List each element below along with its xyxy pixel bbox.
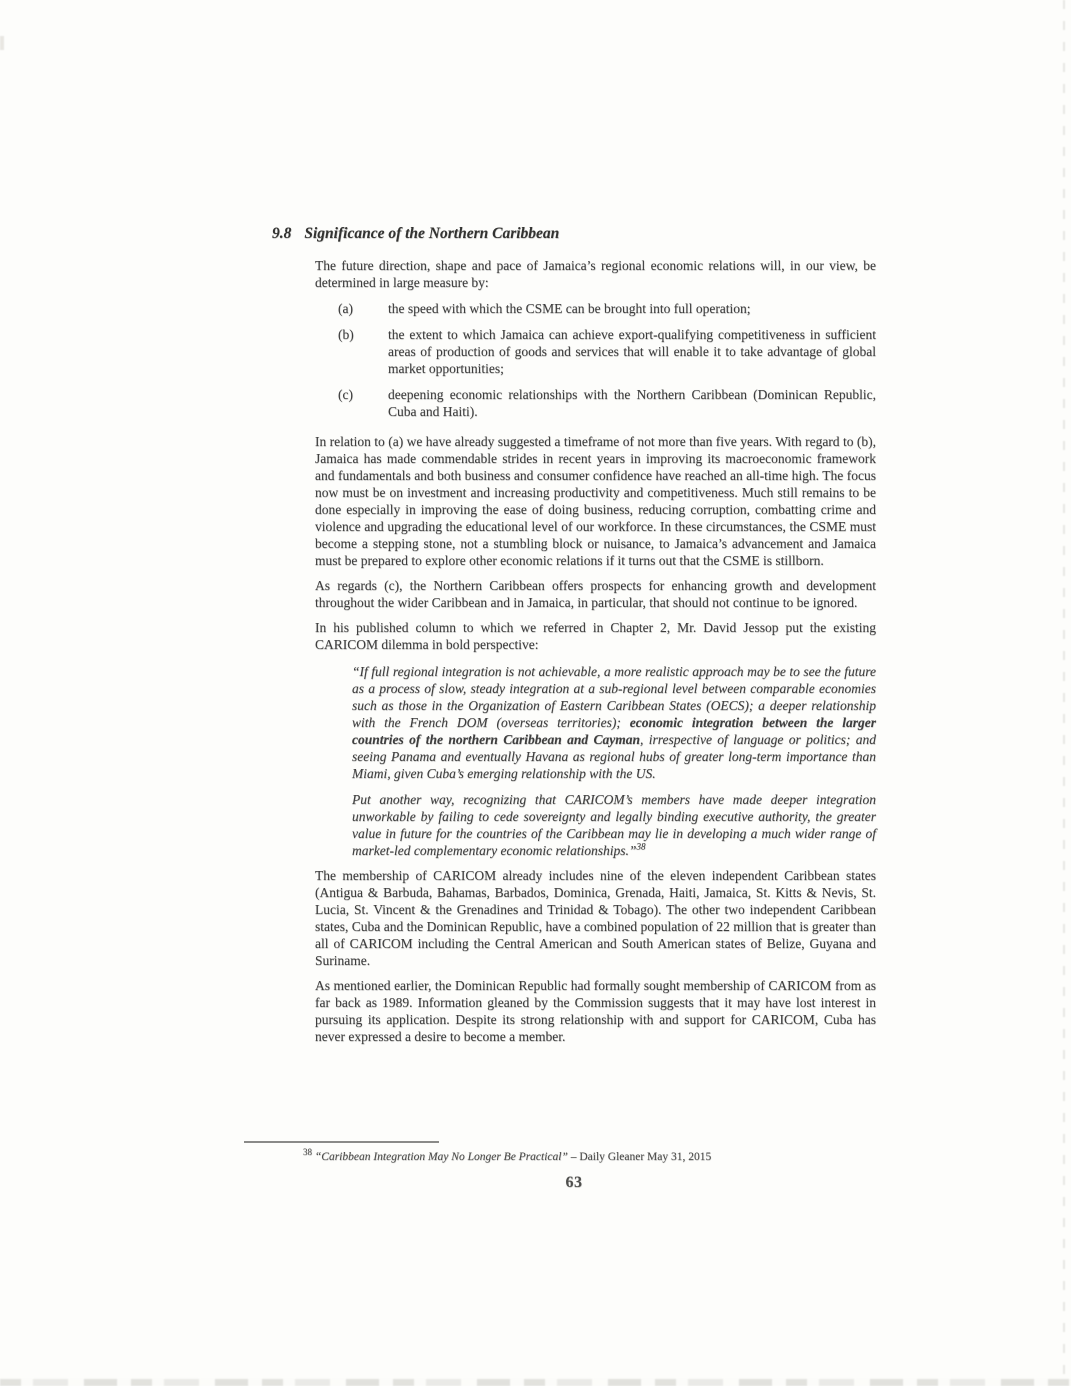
footnote-number: 38 (303, 1147, 312, 1158)
list-item-label: (a) (338, 301, 353, 316)
lettered-list (315, 300, 876, 420)
body-column (315, 257, 876, 1045)
quote-bold-text: economic integration between the larger countries of the northern Caribbean and Cayman (352, 715, 876, 747)
section-title: Significance of the Northern Caribbean (304, 225, 560, 242)
list-item-b (315, 326, 876, 377)
footnote-source: – Daily Gleaner May 31, 2015 (567, 1151, 712, 1163)
quote-text: “If full regional integration is not achievable, a more realistic approach may be to see the future as a process of slow, steady integration at a sub-regional level between comparable economies such as those in the Organization of Eastern Caribbean States (OECS); a deeper relationship with the French DOM (overseas territories); (352, 664, 876, 730)
footnote-title: “Caribbean Integration May No Longer Be Practical” (314, 1151, 568, 1163)
list-item-text: deepening economic relationships with the Northern Caribbean (Dominican Republic, Cuba and Haiti). (388, 387, 876, 419)
list-item-label: (c) (338, 387, 353, 402)
footnote-divider (244, 1141, 439, 1143)
paragraph: In relation to (a) we have already suggested a timeframe of not more than five years. With regard to (b), Jamaica has made commendable strides in recent years in improving its macroeconomic framework and fundamentals and both business and consumer confidence have reached an all-time high. The focus now must be on investment and increasing productivity and competitiveness. Much still remains to be done especially in improving the ease of doing business, reducing corruption, combatting crime and violence and upgrading the educational level of our workforce. In these circumstances, the CSME must become a stepping stone, not a stumbling block or nuisance, to Jamaica’s advancement and Jamaica must be prepared to explore other economic relations if it turns out that the CSME is stillborn. (315, 434, 876, 568)
paragraph: The membership of CARICOM already includes nine of the eleven independent Caribbean states (Antigua & Barbuda, Bahamas, Barbados, Dominica, Grenada, Haiti, Jamaica, St. Kitts & Nevis, St. Lucia, St. Vincent & the Grenadines and Trinidad & Tobago). The other two independent Caribbean states, Cuba and the Dominican Republic, have a combined population of 22 million that is greater than all of CARICOM including the Central American and South American states of Belize, Guyana and Suriname. (315, 868, 876, 968)
list-item-text: the speed with which the CSME can be brought into full operation; (388, 301, 751, 316)
section-number: 9.8 (272, 225, 292, 242)
scan-right-edge-artifact (1063, 0, 1065, 1386)
scan-bottom-edge-artifact (0, 1379, 1071, 1386)
list-item-a (315, 300, 876, 317)
page-content (272, 224, 876, 1045)
list-item-c (315, 386, 876, 420)
footnote-reference: 38 (636, 841, 646, 852)
section-heading (272, 224, 876, 244)
paragraph: In his published column to which we referred in Chapter 2, Mr. David Jessop put the existing CARICOM dilemma in bold perspective: (315, 620, 876, 652)
list-item-text: the extent to which Jamaica can achieve export-qualifying competitiveness in sufficient areas of production of goods and services that will enable it to take advantage of global market opportunities; (388, 327, 876, 376)
scan-speck-artifact (0, 36, 4, 50)
intro-paragraph: The future direction, shape and pace of Jamaica’s regional economic relations will, in our view, be determined in large measure by: (315, 258, 876, 290)
block-quote (352, 663, 876, 782)
paragraph: As regards (c), the Northern Caribbean offers prospects for enhancing growth and development throughout the wider Caribbean and in Jamaica, in particular, that should not continue to be ignored. (315, 578, 876, 610)
paragraph: As mentioned earlier, the Dominican Republic had formally sought membership of CARICOM from as far back as 1989. Information gleaned by the Commission suggests that it may have lost interest in pursuing its application. Despite its strong relationship with and support for CARICOM, Cuba has never expressed a desire to become a member. (315, 978, 876, 1044)
list-item-label: (b) (338, 327, 354, 342)
quote-text: , irrespective of language or politics; and seeing Panama and eventually Havana as regional hubs of greater long-term importance than Miami, given Cuba’s emerging relationship with the US. (352, 732, 876, 781)
quote-text: Put another way, recognizing that CARICOM’s members have made deeper integration unworkable by failing to cede sovereignty and legally binding executive authority, the greater value in future for the countries of the Caribbean may lie in developing a much wider range of market-led complementary economic relationships.” (352, 792, 876, 858)
footnote (303, 1147, 878, 1164)
block-quote (352, 791, 876, 859)
page-number: 63 (565, 1174, 583, 1191)
